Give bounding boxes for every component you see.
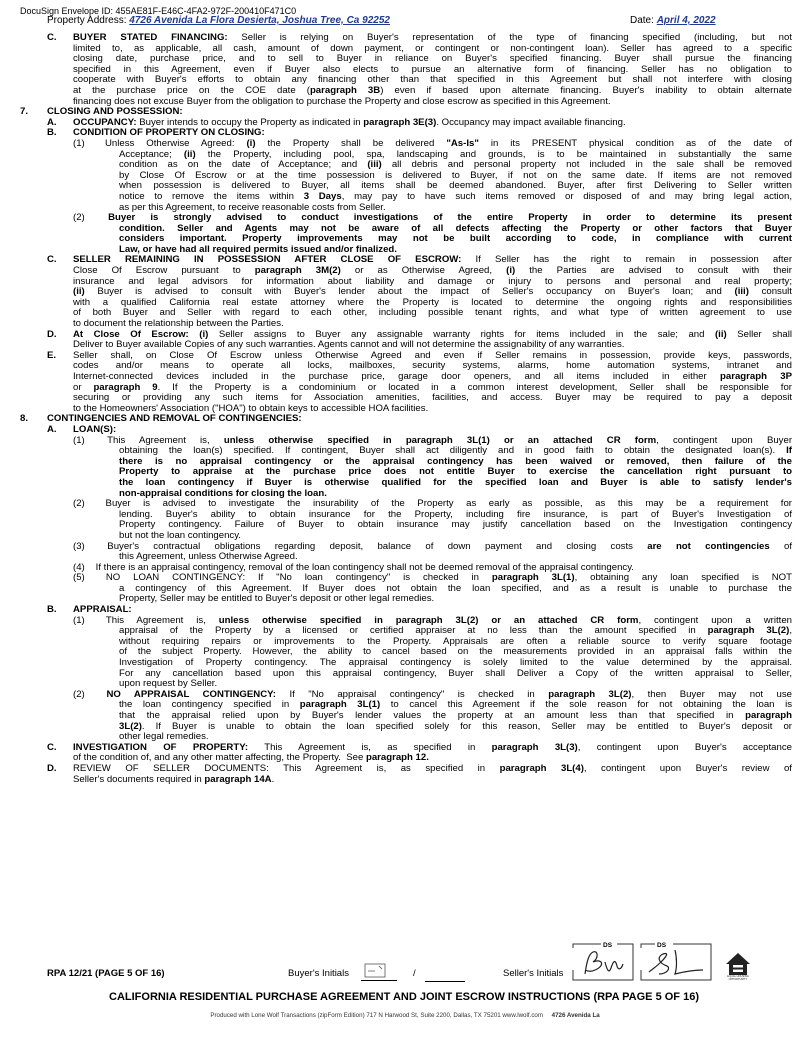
date-label: Date: — [630, 15, 654, 26]
text-line: C. SELLER REMAINING IN POSSESSION AFTER CLOSE OF ESCROW: If Seller has the right to remain in possession after — [47, 254, 793, 266]
text-line: to document the relationship between the Parties. — [73, 318, 284, 330]
text-line: when possession is delivered to Buyer, all items shall be deemed abandoned. Buyer, after first Delivering to Seller written — [119, 180, 792, 192]
equal-housing-opportunity-logo — [723, 950, 753, 984]
property-address: 4726 Avenida La Flora Desierta, Joshua Tree, Ca 92252 — [129, 15, 390, 26]
text-line: at the purchase price on the COE date (paragraph 3B) even if based upon alternate financing. Buyer's inability to obtain alternate — [73, 84, 792, 96]
produced-with — [190, 1011, 620, 1022]
text-line: Close Of Escrow pursuant to paragraph 3M(2) or as Otherwise Agreed, (i) the Parties are advised to consult with their — [73, 265, 792, 277]
form-id: RPA 12/21 (PAGE 5 OF 16) — [47, 968, 165, 979]
text-line: other legal remedies. — [119, 731, 209, 743]
text-line: A. OCCUPANCY: Buyer intends to occupy the Property as indicated in paragraph 3E(3). Occupancy may impact available financing. — [47, 116, 626, 128]
text-line: with a qualified California real estate attorney where the Property is located to determine the ongoing rights and responsibilities — [73, 296, 792, 308]
text-line: (2) NO APPRAISAL CONTINGENCY: If "No appraisal contingency" is checked in paragraph 3L(2), then Buyer may not use — [73, 688, 793, 700]
text-line: E. Seller shall, on Close Of Escrow unless Otherwise Agreed and even if Seller remains in possession, provide keys, passwords, — [47, 349, 792, 361]
text-line: upon request by Seller. — [119, 678, 218, 690]
text-line: condition as on the date of Acceptance; and (iii) all debris and personal property not included in the sale shall be removed — [119, 159, 792, 171]
text-line: D. At Close Of Escrow: (i) Seller assigns to Buyer any assignable warranty rights for items included in the sale; and (ii) Seller shall — [47, 328, 792, 340]
text-line: Property to appraise at the purchase price does not entitle Buyer to exercise the cancellation right pursuant to — [119, 466, 792, 478]
text-line: obtaining the loan(s) specified. If contingent, Buyer shall act diligently and in good faith to obtain the designated loan(s). If — [119, 445, 792, 457]
text-line: Seller's documents required in paragraph 14A. — [73, 773, 275, 785]
form-title: CALIFORNIA RESIDENTIAL PURCHASE AGREEMENT AND JOINT ESCROW INSTRUCTIONS (RPA PAGE 5 OF 16) — [109, 991, 699, 1003]
text-line: financing does not excuse Buyer from the obligation to purchase the Property and close escrow as specified in this Agreement. — [73, 95, 611, 107]
text-line: a contingency of this Agreement. If Buyer does not obtain the loan specified, and as a result is unable to purchase the — [119, 582, 792, 594]
date-value: April 4, 2022 — [656, 15, 716, 26]
text-line: appraisal of the Property by a licensed or certified appraiser at no less than the amount specified in paragraph 3L(2), — [119, 625, 792, 637]
text-line: of the condition of, and any other matter affecting, the Property. See paragraph 12. — [73, 752, 429, 764]
docusign-initial-icon — [361, 962, 397, 980]
text-line: closing date, purchase price, and to sell to Buyer in reliance on Buyer's specified financing. Buyer shall pursue the financing — [73, 53, 792, 65]
text-line: codes and/or means to operate all locks, mailboxes, security systems, alarms, home automation systems, intranet and — [73, 360, 792, 372]
text-line: (ii) Buyer is advised to consult with Buyer's lender about the impact of Seller's occupancy on Buyer's loan; and (iii) consult — [73, 286, 792, 298]
text-line: to the Homeowners' Association ("HOA") to obtain keys to accessible HOA facilities. — [73, 402, 429, 414]
text-line: the loan contingency if Buyer is otherwise qualified for the specified loan and Buyer is able to satisfy lender's — [119, 476, 792, 488]
text-line: that the appraisal relied upon by Buyer's lender values the property at an amount less than that specified in paragraph — [119, 710, 792, 721]
text-line: 3L(2). If Buyer is unable to obtain the loan specified solely for this reason, Seller may be entitled to Buyer's deposit or — [119, 720, 792, 732]
text-line: considers important. Property improvements may not be built according to code, in compliance with current — [119, 233, 792, 245]
text-line: of the subject Property. However, the ability to cancel based on the measurements provided in an appraisal falls within the — [119, 646, 792, 658]
seller-initials-signatures[interactable] — [571, 940, 716, 984]
text-line: Deliver to Buyer available Copies of any such warranties. Agents cannot and will not determine the assignability of any warranties. — [73, 339, 625, 351]
buyer-initials-field[interactable] — [361, 962, 397, 981]
text-line: cooperate with Buyer's efforts to obtain any financing other than that specified in this Agreement but shall not interfere with closing — [73, 74, 792, 86]
buyer-initials-label: Buyer's Initials — [288, 968, 349, 979]
text-line: B. CONDITION OF PROPERTY ON CLOSING: — [47, 127, 265, 139]
buyer-initials-field-2[interactable] — [425, 980, 465, 982]
docusign-envelope-id: DocuSign Envelope ID: 455AE81F-E46C-4FA2-972F-200410F471C0 — [20, 6, 297, 16]
contract-body — [20, 33, 792, 785]
text-line: lending. Buyer's ability to obtain insurance for the Property, including fire insurance, is part of Buyer's Investigation of — [119, 508, 792, 520]
text-line: notice to remove the items within 3 Days, may pay to have such items removed or disposed of and may bring legal action, — [119, 190, 793, 202]
text-line: For any cancellation based upon this appraisal contingency, Buyer shall Deliver a Copy of the written appraisal to Seller, — [119, 667, 792, 679]
produced-tag: 4726 Avenida La — [551, 1012, 600, 1019]
text-line: the loan contingency specified in paragraph 3L(1) to cancel this Agreement if the sole reason for not obtaining the loan is — [119, 699, 792, 711]
text-line: (3) Buyer's contractual obligations regarding deposit, balance of down payment and closing costs are not contingencies of — [73, 540, 792, 552]
docusign-box-1 — [573, 942, 633, 980]
initials-separator: / — [413, 968, 416, 979]
text-line: C. INVESTIGATION OF PROPERTY: This Agreement is, as specified in paragraph 3L(3), contingent upon Buyer's acceptance — [47, 741, 792, 753]
text-line: B. APPRAISAL: — [47, 604, 132, 616]
page-header — [47, 15, 767, 28]
text-line: there is no appraisal contingency or the appraisal contingency has been waived or removed, then failure of the — [119, 455, 792, 467]
text-line: without requiring repairs or improvements to the Property. Appraisals are often a reliable source to verify square footage — [119, 635, 792, 647]
date-block — [630, 15, 716, 27]
text-line: Internet-connected devices included in the purchase price, garage door openers, and all items included in either paragraph 3P — [73, 371, 792, 382]
text-line: but not the loan contingency. — [119, 529, 241, 541]
text-line: as per this Agreement, to receive reasonable costs from Seller. — [119, 201, 386, 213]
text-line: A. LOAN(S): — [47, 423, 117, 435]
ds-tag: DS — [603, 942, 613, 949]
text-line: Investigation of Property contingency. The appraisal contingency is solely limited to the value determined by the appraisal. — [119, 657, 792, 669]
ds-tag: DS — [657, 942, 667, 949]
text-line: D. REVIEW OF SELLER DOCUMENTS: This Agreement is, as specified in paragraph 3L(4), contingent upon Buyer's review of — [47, 762, 792, 774]
text-line: (1) This Agreement is, unless otherwise specified in paragraph 3L(2) or an attached CR form, contingent upon a written — [73, 614, 792, 626]
eho-label: EQUAL HOUSING OPPORTUNITY — [727, 975, 749, 981]
text-line: by Close Of Escrow or at the time possession is delivered to Buyer, if not on the same date. If items are not removed — [119, 169, 792, 181]
text-line: condition. Seller and Agents may not be aware of all defects affecting the Property or other factors that Buyer — [119, 222, 792, 234]
text-line: (1) Unless Otherwise Agreed: (i) the Property shall be delivered "As-Is" in its PRESENT physical condition as of the date of — [73, 137, 793, 149]
text-line: non-appraisal conditions for closing the loan. — [119, 487, 327, 499]
text-line: (4) If there is an appraisal contingency, removal of the loan contingency shall not be deemed removal of the appraisal contingency. — [73, 561, 634, 573]
text-line: securing or providing any such items for Association amenities, facilities, and access. Buyer may be required to pay a deposit — [73, 392, 792, 404]
docusign-box-2 — [641, 942, 711, 980]
seller-initials-label: Seller's Initials — [503, 968, 564, 979]
text-line: Acceptance; (ii) the Property, including pool, spa, landscaping and grounds, is to be maintained in substantially the same — [119, 148, 793, 160]
text-line: (5) NO LOAN CONTINGENCY: If "No loan contingency" is checked in paragraph 3L(1), obtaining any loan specified is NOT — [73, 572, 792, 584]
text-line: Law, or have had all required permits issued and/or finalized. — [119, 243, 397, 255]
text-line: (2) Buyer is advised to investigate the insurability of the Property as early as possible, as this may be a requirement for — [73, 498, 792, 510]
text-line: Property contingency. Failure of Buyer to obtain insurance may justify cancellation based on the Investigation contingency — [119, 519, 792, 531]
text-line: limited to, as applicable, all cash, amount of down payment, or contingent or non-contingent loan). Seller has agreed to a specific — [73, 42, 792, 54]
section-heading: 7. CLOSING AND POSSESSION: — [20, 106, 183, 118]
text-line: or paragraph 9. If the Property is a condominium or located in a common interest development, Seller shall be responsible for — [73, 381, 792, 393]
text-line: of both Buyer and Seller with regard to each other, including possible tenant rights, and what type of written agreement to use — [73, 307, 792, 319]
produced-with-text: Produced with Lone Wolf Transactions (zipForm Edition) 717 N Harwood St, Suite 2200, Dallas, TX 75201 www.lwolf.com — [210, 1012, 544, 1019]
text-line: insurance and legal advisors for information about liability and damage or injury to persons and personal and real property; — [73, 275, 792, 287]
address-label: Property Address: — [47, 15, 127, 26]
text-line: specified in this Agreement, even if Buyer also elects to pursue an alternative form of financing. Seller has no obligation to — [73, 63, 792, 75]
text-line: (2) Buyer is strongly advised to conduct investigations of the entire Property in order to determine its present — [73, 212, 792, 224]
text-line: (1) This Agreement is, unless otherwise specified in paragraph 3L(1) or an attached CR form, contingent upon Buyer — [73, 434, 793, 446]
text-line: Property, Seller may be entitled to Buyer's deposit or other legal remedies. — [119, 593, 435, 605]
text-line: this Agreement, unless Otherwise Agreed. — [119, 551, 298, 563]
section-heading: 8. CONTINGENCIES AND REMOVAL OF CONTINGENCIES: — [20, 413, 302, 425]
text-line: C. BUYER STATED FINANCING: Seller is relying on Buyer's representation of the type of financing specified (including, but not — [47, 32, 792, 43]
